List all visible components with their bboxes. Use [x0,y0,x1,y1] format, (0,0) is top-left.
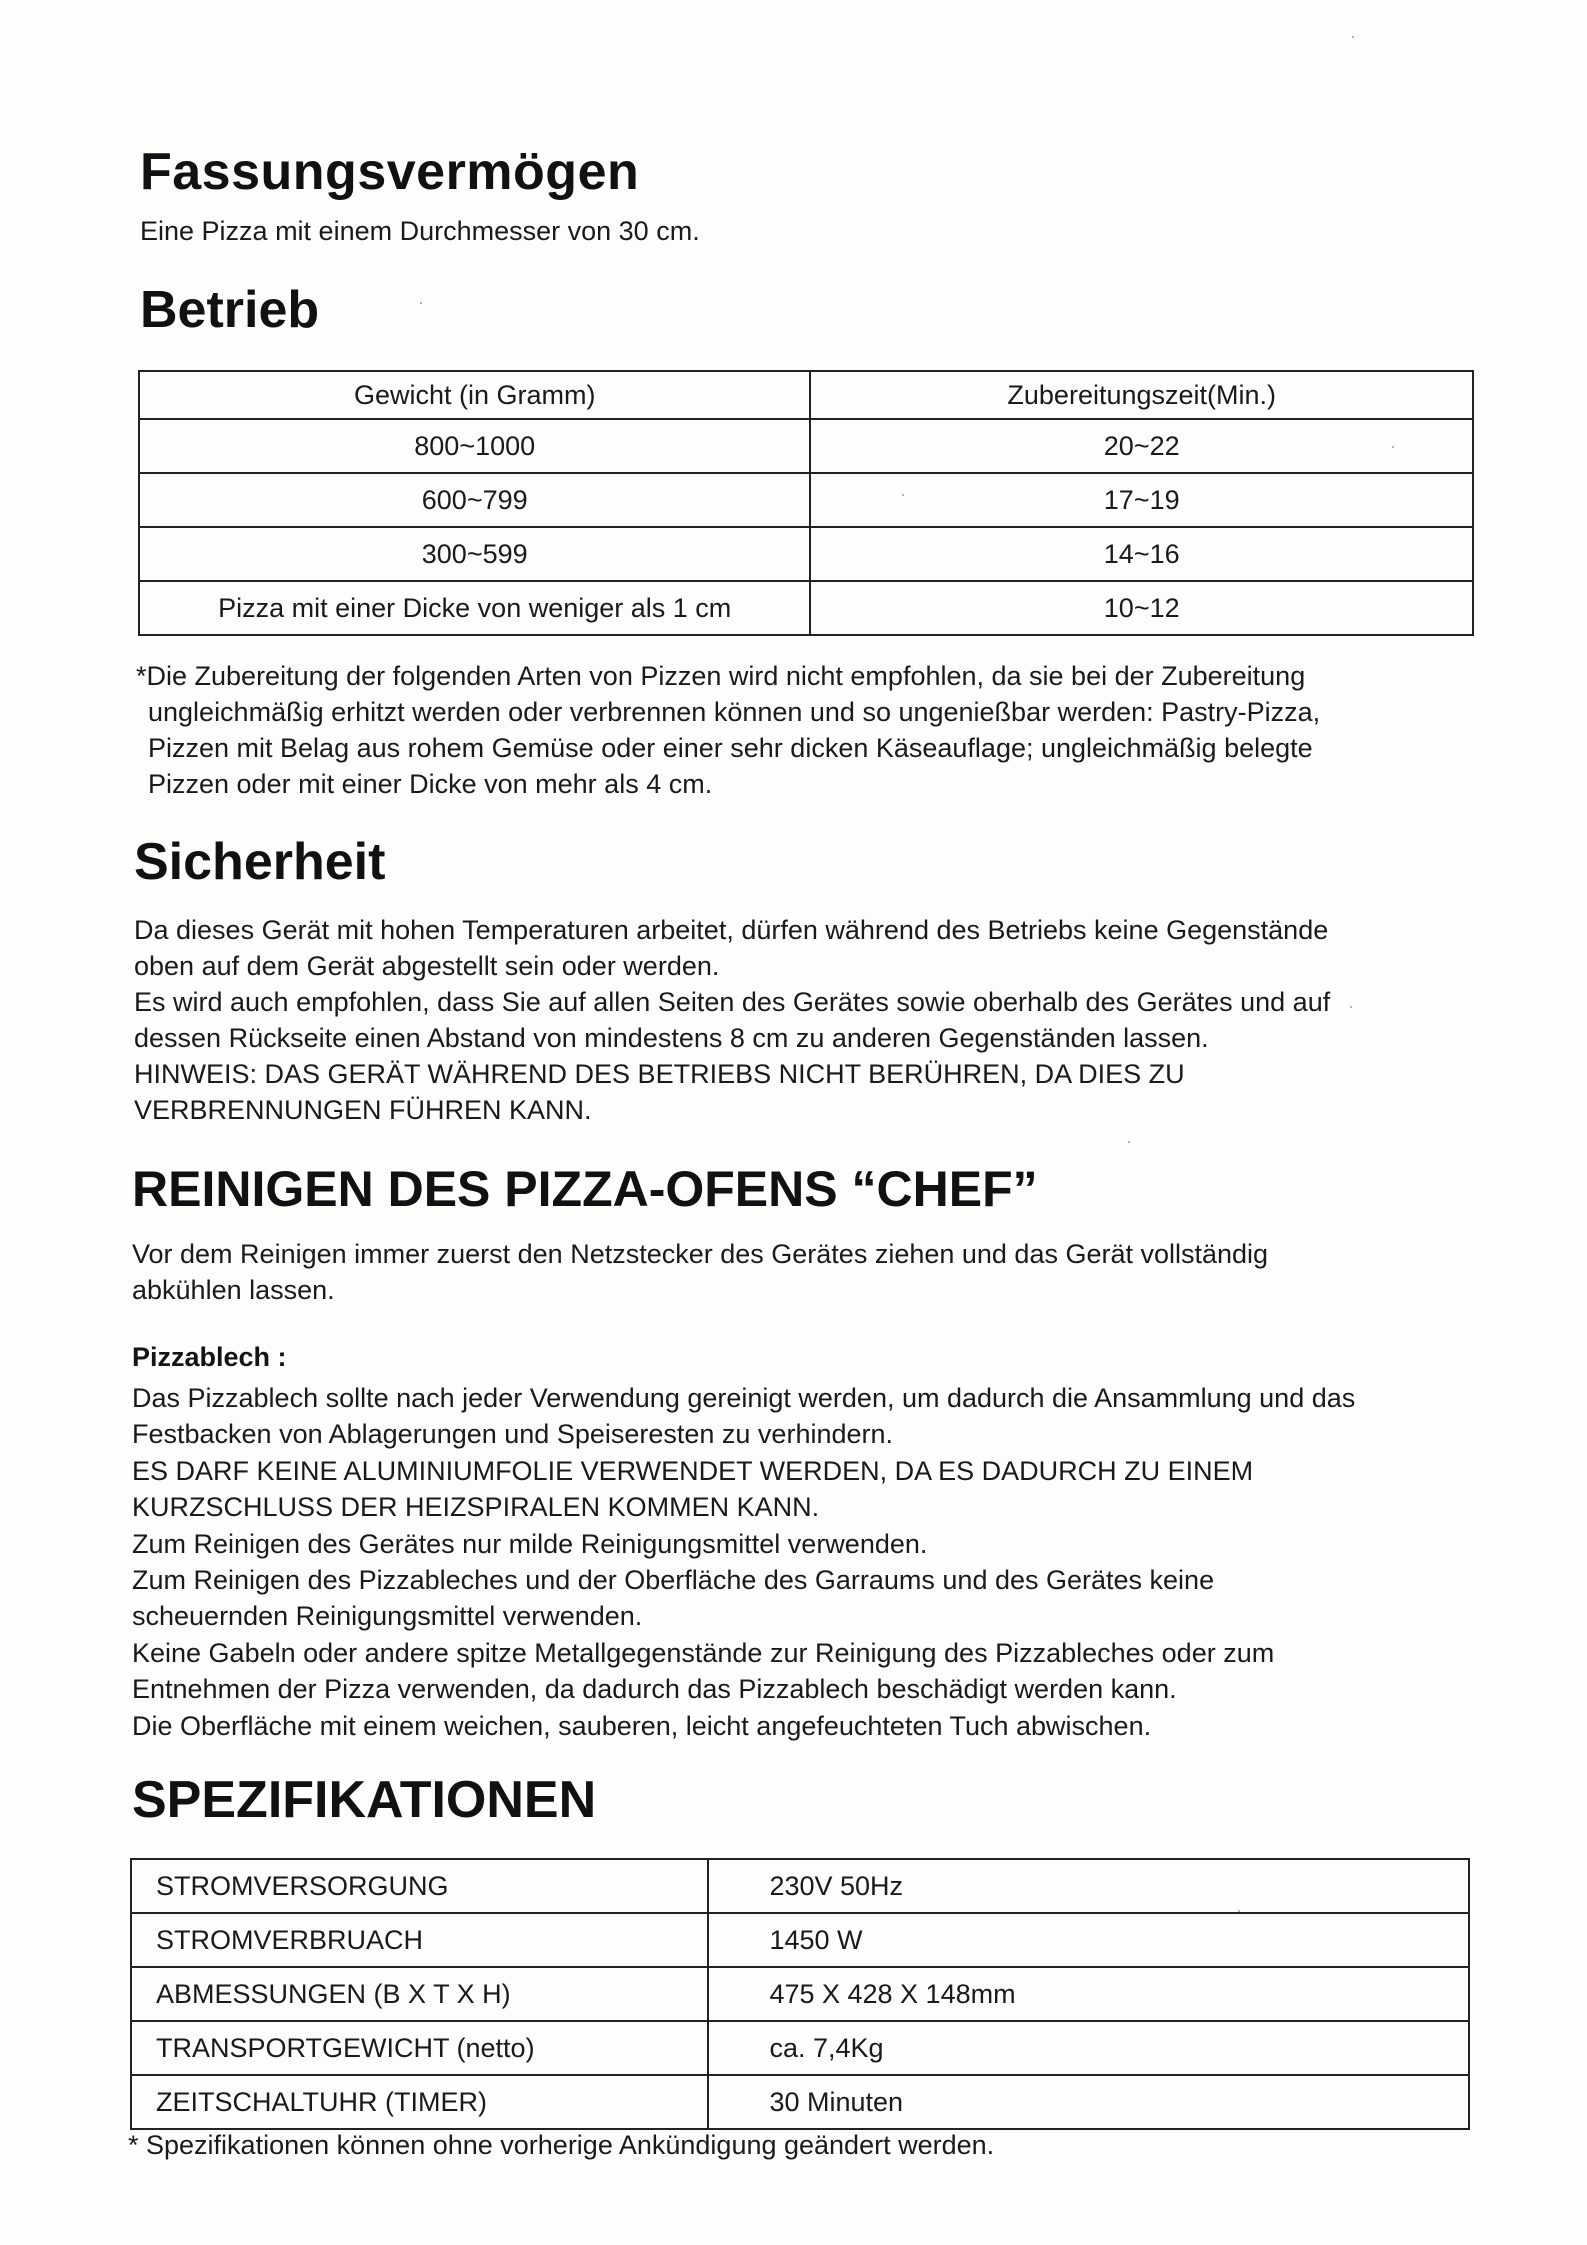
table-row [131,2075,1469,2129]
safety-line: VERBRENNUNGEN FÜHREN KANN. [134,1095,592,1125]
safety-line: HINWEIS: DAS GERÄT WÄHREND DES BETRIEBS NICHT BERÜHREN, DA DIES ZU [134,1059,1185,1089]
spec-label-cell: TRANSPORTGEWICHT (netto) [131,2021,708,2075]
cleaning-line: Zum Reinigen des Gerätes nur milde Reinigungsmittel verwenden. [132,1528,928,1559]
scan-speck [1128,1141,1130,1143]
spec-value-cell: ca. 7,4Kg [708,2021,1469,2075]
scan-speck [1392,446,1394,448]
table-row [131,2021,1469,2075]
operation-table [138,370,1474,636]
cleaning-intro [132,1236,1268,1308]
scan-speck [1350,1006,1352,1008]
operation-note-line: Pizzen mit Belag aus rohem Gemüse oder einer sehr dicken Käseauflage; ungleichmäßig belegte [148,733,1313,763]
capacity-text: Eine Pizza mit einem Durchmesser von 30 cm. [140,216,700,246]
operation-note-line: *Die Zubereitung der folgenden Arten von Pizzen wird nicht empfohlen, da sie bei der Zubereitung [136,661,1306,691]
time-cell: 14~16 [810,527,1473,581]
cleaning-line: Die Oberfläche mit einem weichen, sauberen, leicht angefeuchteten Tuch abwischen. [132,1710,1152,1741]
cleaning-line: Keine Gabeln oder andere spitze Metallgegenstände zur Reinigung des Pizzableches oder zum [132,1637,1275,1668]
cleaning-line: Das Pizzablech sollte nach jeder Verwendung gereinigt werden, um dadurch die Ansammlung und das [132,1383,1356,1413]
operation-note [136,658,1320,802]
spec-label-cell: STROMVERSORGUNG [131,1859,708,1913]
spec-value-cell: 475 X 428 X 148mm [708,1967,1469,2021]
operation-table-header-row [139,371,1473,419]
time-cell: 10~12 [810,581,1473,635]
weight-cell: Pizza mit einer Dicke von weniger als 1 cm [139,581,810,635]
specs-table [130,1858,1470,2130]
cleaning-text [132,1380,1355,1744]
weight-cell: 800~1000 [139,419,810,473]
scan-speck [1238,1910,1240,1912]
table-row [131,1913,1469,1967]
spec-label-cell: STROMVERBRUACH [131,1913,708,1967]
operation-heading: Betrieb [140,281,320,339]
cleaning-line: Festbacken von Ablagerungen und Speiseresten zu verhindern. [132,1419,894,1450]
operation-note-line: Pizzen oder mit einer Dicke von mehr als 4 cm. [148,769,713,799]
spec-label-cell: ABMESSUNGEN (B X T X H) [131,1967,708,2021]
spec-label-cell: ZEITSCHALTUHR (TIMER) [131,2075,708,2129]
spec-value-cell: 230V 50Hz [708,1859,1469,1913]
weight-cell: 600~799 [139,473,810,527]
cleaning-line: Zum Reinigen des Pizzableches und der Oberfläche des Garraums und des Gerätes keine [132,1565,1215,1596]
safety-line: Es wird auch empfohlen, dass Sie auf allen Seiten des Gerätes sowie oberhalb des Gerätes und auf [134,987,1331,1017]
weight-column-header: Gewicht (in Gramm) [139,371,810,419]
table-row [139,527,1473,581]
operation-note-line: ungleichmäßig erhitzt werden oder verbrennen können und so ungenießbar werden: Pastry-Pizza, [148,697,1321,727]
cleaning-line: ES DARF KEINE ALUMINIUMFOLIE VERWENDET WERDEN, DA ES DADURCH ZU EINEM [132,1455,1254,1486]
table-row [139,581,1473,635]
specs-heading: SPEZIFIKATIONEN [132,1771,597,1829]
table-row [139,419,1473,473]
scan-speck [420,302,422,304]
table-row [131,1967,1469,2021]
cleaning-line: scheuernden Reinigungsmittel verwenden. [132,1601,643,1632]
time-column-header: Zubereitungszeit(Min.) [810,371,1473,419]
table-row [139,473,1473,527]
time-cell: 17~19 [810,473,1473,527]
safety-line: dessen Rückseite einen Abstand von mindestens 8 cm zu anderen Gegenständen lassen. [134,1023,1209,1053]
spec-value-cell: 1450 W [708,1913,1469,1967]
capacity-heading: Fassungsvermögen [140,143,640,201]
scan-speck [1352,36,1354,38]
time-cell: 20~22 [810,419,1473,473]
cleaning-line: KURZSCHLUSS DER HEIZSPIRALEN KOMMEN KANN. [132,1492,820,1523]
safety-line: Da dieses Gerät mit hohen Temperaturen arbeitet, dürfen während des Betriebs keine Gegenstände [134,915,1329,945]
spec-value-cell: 30 Minuten [708,2075,1469,2129]
cleaning-heading: REINIGEN DES PIZZA-OFENS “CHEF” [132,1161,1038,1217]
pizza-tray-subheading: Pizzablech : [132,1342,287,1372]
safety-text [134,912,1330,1128]
cleaning-line: Entnehmen der Pizza verwenden, da dadurch das Pizzablech beschädigt werden kann. [132,1674,1177,1705]
cleaning-intro-line: Vor dem Reinigen immer zuerst den Netzstecker des Gerätes ziehen und das Gerät vollständig [132,1239,1269,1269]
weight-cell: 300~599 [139,527,810,581]
specs-note: * Spezifikationen können ohne vorherige Ankündigung geändert werden. [128,2130,995,2160]
safety-line: oben auf dem Gerät abgestellt sein oder werden. [134,951,720,981]
cleaning-intro-line: abkühlen lassen. [132,1275,335,1305]
table-row [131,1859,1469,1913]
scan-speck [902,494,904,496]
safety-heading: Sicherheit [134,833,386,891]
